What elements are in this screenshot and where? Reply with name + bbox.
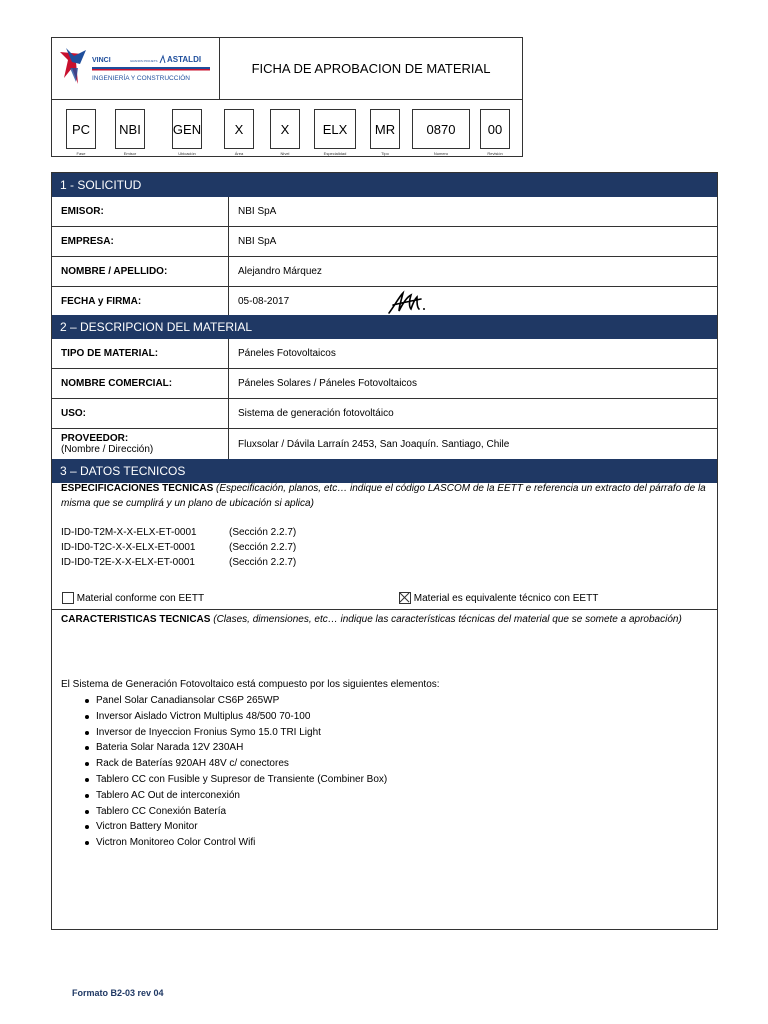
logo-graphic-icon: [52, 38, 218, 98]
code-fase-label: Fase: [76, 151, 86, 156]
list-item: Inversor de Inyeccion Fronius Symo 15.0 TRI Light: [61, 725, 387, 741]
code-ubicacion-label: Ubicación: [178, 151, 196, 156]
code-emisor: NBI: [115, 109, 145, 149]
equivalente-checkbox[interactable]: [399, 592, 411, 604]
code-nivel: X: [270, 109, 300, 149]
component-list: [61, 693, 387, 851]
company-logo: [52, 38, 220, 100]
empresa-value: NBI SpA: [238, 236, 277, 247]
empresa-label: EMPRESA:: [52, 227, 229, 256]
equivalente-label: Material es equivalente técnico con EETT: [413, 593, 599, 604]
list-item: Tablero CC Conexión Batería: [61, 804, 387, 820]
row-uso: [52, 399, 717, 429]
doc-row: [61, 555, 296, 570]
logo-ingenieria: INGENIERÍA Y CONSTRUCCIÓN: [92, 75, 190, 82]
code-area-label: Área: [234, 151, 244, 156]
proveedor-label: PROVEEDOR:: [61, 433, 129, 444]
logo-astaldi: ASTALDI: [167, 55, 202, 64]
code-area: X: [224, 109, 254, 149]
row-nombre: [52, 257, 717, 287]
code-fase: PC: [66, 109, 96, 149]
doc-code: ID-ID0-T2E-X-X-ELX-ET-0001: [61, 557, 195, 568]
row-empresa: [52, 227, 717, 257]
list-item: Rack de Baterías 920AH 48V c/ conectores: [61, 756, 387, 772]
caracteristicas-note: (Clases, dimensiones, etc… indique las características técnicas del material que se somete a aprobación): [213, 614, 682, 625]
doc-row: [61, 525, 296, 540]
list-item: Panel Solar Canadiansolar CS6P 265WP: [61, 693, 387, 709]
doc-row: [61, 540, 296, 555]
fecha-label: FECHA y FIRMA:: [52, 287, 229, 315]
form-version-footer: Formato B2-03 rev 04: [72, 988, 164, 998]
row-fecha-firma: [52, 287, 717, 315]
conforme-checkbox[interactable]: [62, 592, 74, 604]
especificaciones-label: ESPECIFICACIONES TECNICAS: [61, 483, 214, 494]
nombre-value: Alejandro Márquez: [238, 266, 322, 277]
code-especialidad-label: Especialidad: [323, 151, 347, 156]
list-item: Tablero CC con Fusible y Supresor de Transiente (Combiner Box): [61, 772, 387, 788]
doc-code: ID-ID0-T2C-X-X-ELX-ET-0001: [61, 542, 196, 553]
nombre-label: NOMBRE / APELLIDO:: [52, 257, 229, 286]
caracteristicas-label: CARACTERISTICAS TECNICAS: [61, 614, 211, 625]
equivalente-option[interactable]: [399, 591, 598, 606]
emisor-value: NBI SpA: [238, 206, 277, 217]
emisor-label: EMISOR:: [52, 197, 229, 226]
logo-vinci: VINCI: [92, 57, 111, 64]
nombre-comercial-value: Páneles Solares / Páneles Fotovoltaicos: [238, 378, 417, 389]
proveedor-label-cell: [52, 429, 229, 459]
code-revision: 00: [480, 109, 510, 149]
section-datos-tecnicos-header: 3 – DATOS TECNICOS: [52, 459, 717, 483]
document-header: [51, 37, 523, 157]
doc-list: [61, 525, 296, 570]
especificaciones-block: [61, 481, 706, 511]
code-ubicacion: GEN: [172, 109, 202, 149]
code-especialidad: ELX: [314, 109, 356, 149]
approval-form: [51, 172, 718, 930]
fecha-value: 05-08-2017: [238, 295, 290, 307]
proveedor-value: Fluxsolar / Dávila Larraín 2453, San Joaquín. Santiago, Chile: [238, 438, 510, 450]
row-emisor: [52, 197, 717, 227]
caracteristicas-block: [61, 612, 711, 627]
nombre-comercial-label: NOMBRE COMERCIAL:: [52, 369, 229, 398]
code-nivel-label: Nivel: [280, 151, 290, 156]
row-tipo-material: [52, 339, 717, 369]
row-proveedor: [52, 429, 717, 459]
proveedor-sublabel: (Nombre / Dirección): [61, 444, 154, 455]
list-item: Tablero AC Out de interconexión: [61, 788, 387, 804]
divider: [52, 609, 717, 610]
logo-grands-projets: GRANDS PROJETS: [130, 59, 158, 63]
doc-code: ID-ID0-T2M-X-X-ELX-ET-0001: [61, 527, 197, 538]
list-item: Victron Battery Monitor: [61, 819, 387, 835]
code-tipo: MR: [370, 109, 400, 149]
doc-section: (Sección 2.2.7): [229, 557, 297, 568]
conforme-label: Material conforme con EETT: [76, 593, 205, 604]
uso-value: Sistema de generación fotovoltáico: [238, 408, 394, 419]
section-solicitud-header: 1 - SOLICITUD: [52, 173, 717, 197]
document-title: FICHA DE APROBACION DE MATERIAL: [220, 38, 522, 100]
doc-section: (Sección 2.2.7): [229, 527, 297, 538]
row-nombre-comercial: [52, 369, 717, 399]
code-emisor-label: Emisor: [123, 151, 137, 156]
list-item: Victron Monitoreo Color Control Wifi: [61, 835, 387, 851]
code-numero-label: Numero: [433, 151, 449, 156]
code-numero: 0870: [412, 109, 470, 149]
signature-icon: [387, 289, 429, 317]
uso-label: USO:: [52, 399, 229, 428]
code-revision-label: Revisión: [487, 151, 503, 156]
especificaciones-note: (Especificación, planos, etc… indique el código LASCOM de la EETT e referencia un extracto del párrafo de la misma que se cumplirá y un plano de ubicación si aplica): [61, 483, 706, 509]
conforme-option[interactable]: [62, 591, 204, 606]
tipo-material-value: Páneles Fotovoltaicos: [238, 348, 336, 359]
section-descripcion-header: 2 – DESCRIPCION DEL MATERIAL: [52, 315, 717, 339]
list-item: Inversor Aislado Victron Multiplus 48/500 70-100: [61, 709, 387, 725]
doc-section: (Sección 2.2.7): [229, 542, 297, 553]
list-item: Bateria Solar Narada 12V 230AH: [61, 740, 387, 756]
caracteristicas-intro: El Sistema de Generación Fotovoltaico está compuesto por los siguientes elementos:: [61, 679, 440, 690]
tipo-material-label: TIPO DE MATERIAL:: [52, 339, 229, 368]
code-tipo-label: Tipo: [381, 151, 389, 156]
